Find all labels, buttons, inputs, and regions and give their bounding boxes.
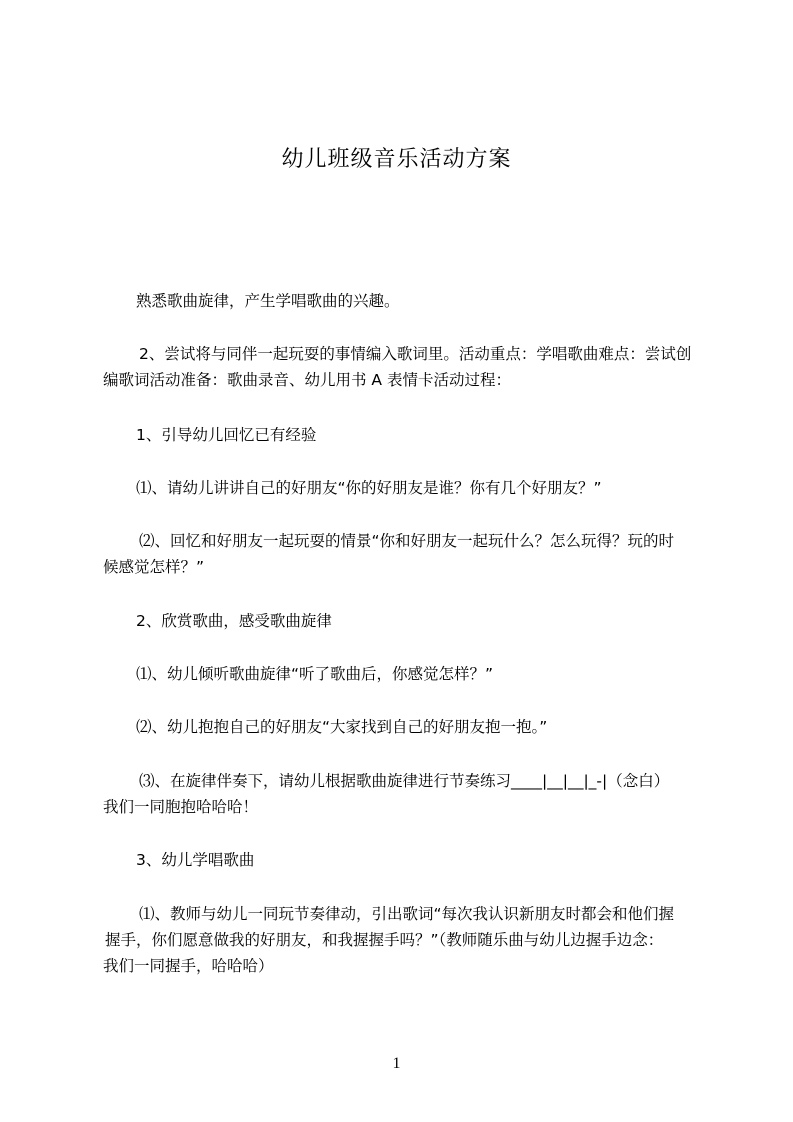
paragraph-line: ⑵、幼儿抱抱自己的好朋友“大家找到自己的好朋友抱一抱。” [136, 718, 548, 736]
paragraph-line: 2、尝试将与同伴一起玩耍的事情编入歌词里。活动重点：学唱歌曲难点：尝试创 [139, 345, 692, 363]
paragraph-line: 熟悉歌曲旋律，产生学唱歌曲的兴趣。 [136, 292, 400, 310]
paragraph-line: ⑵、回忆和好朋友一起玩耍的情景“你和好朋友一起玩什么？怎么玩得？玩的时 [139, 532, 675, 550]
paragraph-line: 候感觉怎样？” [103, 558, 205, 576]
paragraph-line: ⑴、幼儿倾听歌曲旋律“听了歌曲后，你感觉怎样？” [136, 665, 494, 683]
paragraph-line: 我们一同胞抱哈哈哈！ [103, 798, 259, 816]
paragraph-line: 2、欣赏歌曲，感受歌曲旋律 [136, 612, 332, 630]
page-number: 1 [392, 1055, 401, 1072]
paragraph-step-2-3 [103, 768, 718, 820]
paragraph-step-2-2 [103, 714, 718, 740]
paragraph-goal-1 [103, 288, 718, 314]
paragraph-step-3-1 [103, 901, 718, 979]
document-title: 幼儿班级音乐活动方案 [281, 147, 512, 172]
paragraph-goal-2 [103, 341, 718, 393]
paragraph-step-2-1 [103, 661, 718, 687]
paragraph-step-1-1 [103, 475, 718, 501]
paragraph-step-1-2 [103, 528, 718, 580]
paragraph-line: 握手，你们愿意做我的好朋友，和我握握手吗？”（教师随乐曲与幼儿边握手边念： [105, 931, 664, 949]
paragraph-step-2-heading [103, 608, 718, 634]
paragraph-line: 编歌词活动准备：歌曲录音、幼儿用书 A 表情卡活动过程： [103, 371, 511, 389]
paragraph-step-3-heading [103, 847, 718, 873]
paragraph-step-1-heading [103, 422, 718, 448]
paragraph-line: 1、引导幼儿回忆已有经验 [136, 426, 317, 444]
paragraph-line: 3、幼儿学唱歌曲 [136, 851, 255, 869]
paragraph-line: ⑴、教师与幼儿一同玩节奏律动，引出歌词“每次我认识新朋友时都会和他们握 [139, 905, 675, 923]
paragraph-line: 我们一同握手，哈哈哈） [103, 957, 274, 975]
paragraph-line: ⑶、在旋律伴奏下，请幼儿根据歌曲旋律进行节奏练习____|__|__|_-|（念白） [139, 772, 670, 790]
paragraph-line: ⑴、请幼儿讲讲自己的好朋友“你的好朋友是谁？你有几个好朋友？” [136, 479, 602, 497]
